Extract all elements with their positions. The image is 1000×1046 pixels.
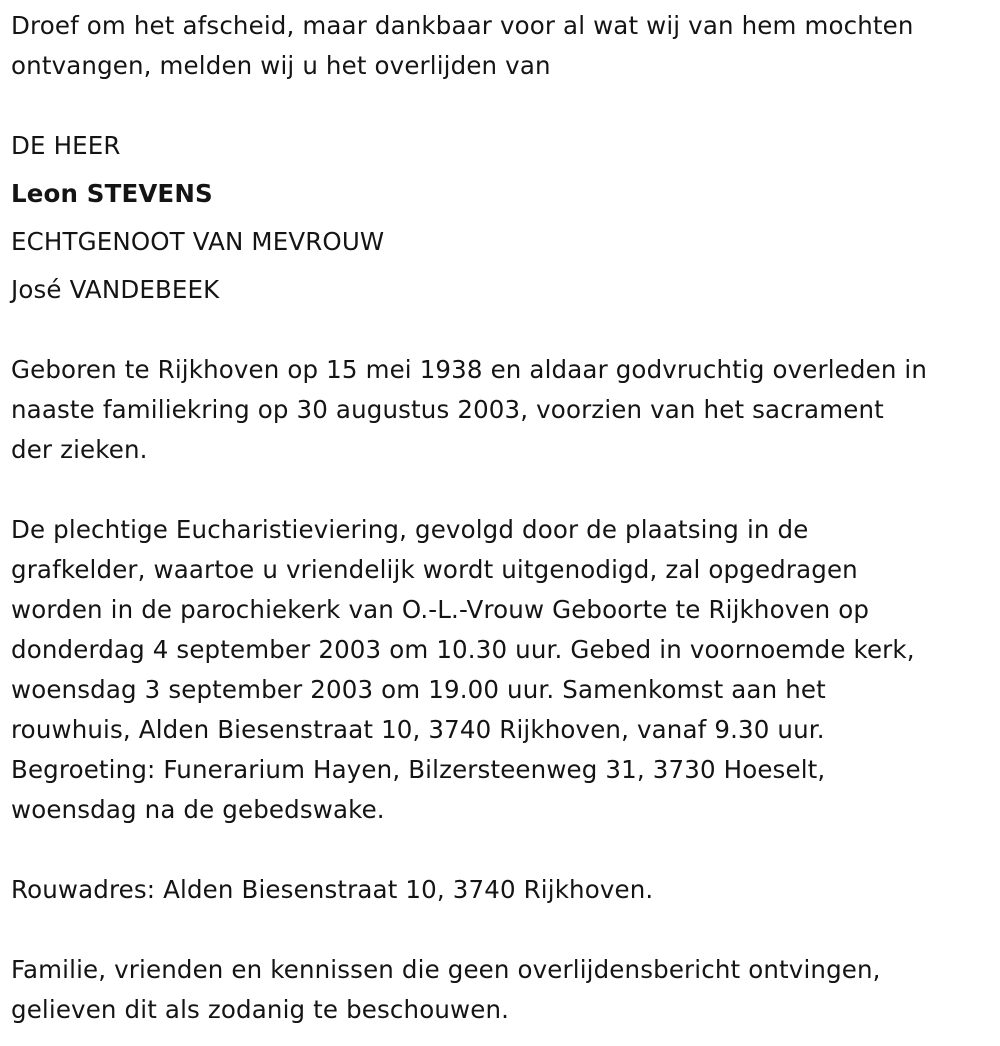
paragraph-gap — [11, 470, 991, 510]
intro-line: ontvangen, melden wij u het overlijden van — [11, 51, 551, 80]
closing-line: Familie, vrienden en kennissen die geen overlijdensbericht ontvingen, — [11, 955, 881, 984]
address-paragraph — [11, 870, 991, 910]
ceremony-paragraph — [11, 510, 991, 830]
ceremony-line: De plechtige Eucharistieviering, gevolgd door de plaatsing in de — [11, 515, 809, 544]
intro-line: Droef om het afscheid, maar dankbaar voor al wat wij van hem mochten — [11, 11, 914, 40]
spouse-name: José VANDEBEEK — [11, 275, 220, 304]
paragraph-gap — [11, 830, 991, 870]
birth-death-line: naaste familiekring op 30 augustus 2003, voorzien van het sacrament — [11, 395, 884, 424]
mourning-address: Rouwadres: Alden Biesenstraat 10, 3740 Rijkhoven. — [11, 875, 654, 904]
closing-line: gelieven dit als zodanig te beschouwen. — [11, 995, 510, 1024]
paragraph-gap — [11, 910, 991, 950]
obituary-notice — [11, 6, 991, 1030]
deceased-relation: ECHTGENOOT VAN MEVROUW — [11, 227, 385, 256]
paragraph-gap — [11, 86, 991, 126]
birth-death-line: der zieken. — [11, 435, 148, 464]
birth-death-paragraph — [11, 350, 991, 470]
ceremony-line: grafkelder, waartoe u vriendelijk wordt uitgenodigd, zal opgedragen — [11, 555, 858, 584]
ceremony-line: woensdag 3 september 2003 om 19.00 uur. Samenkomst aan het — [11, 675, 826, 704]
ceremony-line: Begroeting: Funerarium Hayen, Bilzersteenweg 31, 3730 Hoeselt, — [11, 755, 826, 784]
ceremony-line: rouwhuis, Alden Biesenstraat 10, 3740 Rijkhoven, vanaf 9.30 uur. — [11, 715, 825, 744]
deceased-title: DE HEER — [11, 131, 121, 160]
birth-death-line: Geboren te Rijkhoven op 15 mei 1938 en aldaar godvruchtig overleden in — [11, 355, 928, 384]
ceremony-line: worden in de parochiekerk van O.-L.-Vrouw Geboorte te Rijkhoven op — [11, 595, 870, 624]
intro-paragraph — [11, 6, 991, 86]
closing-paragraph — [11, 950, 991, 1030]
paragraph-gap — [11, 310, 991, 350]
deceased-name: Leon STEVENS — [11, 179, 213, 208]
ceremony-line: donderdag 4 september 2003 om 10.30 uur. Gebed in voornoemde kerk, — [11, 635, 915, 664]
deceased-block — [11, 122, 991, 314]
ceremony-line: woensdag na de gebedswake. — [11, 795, 385, 824]
